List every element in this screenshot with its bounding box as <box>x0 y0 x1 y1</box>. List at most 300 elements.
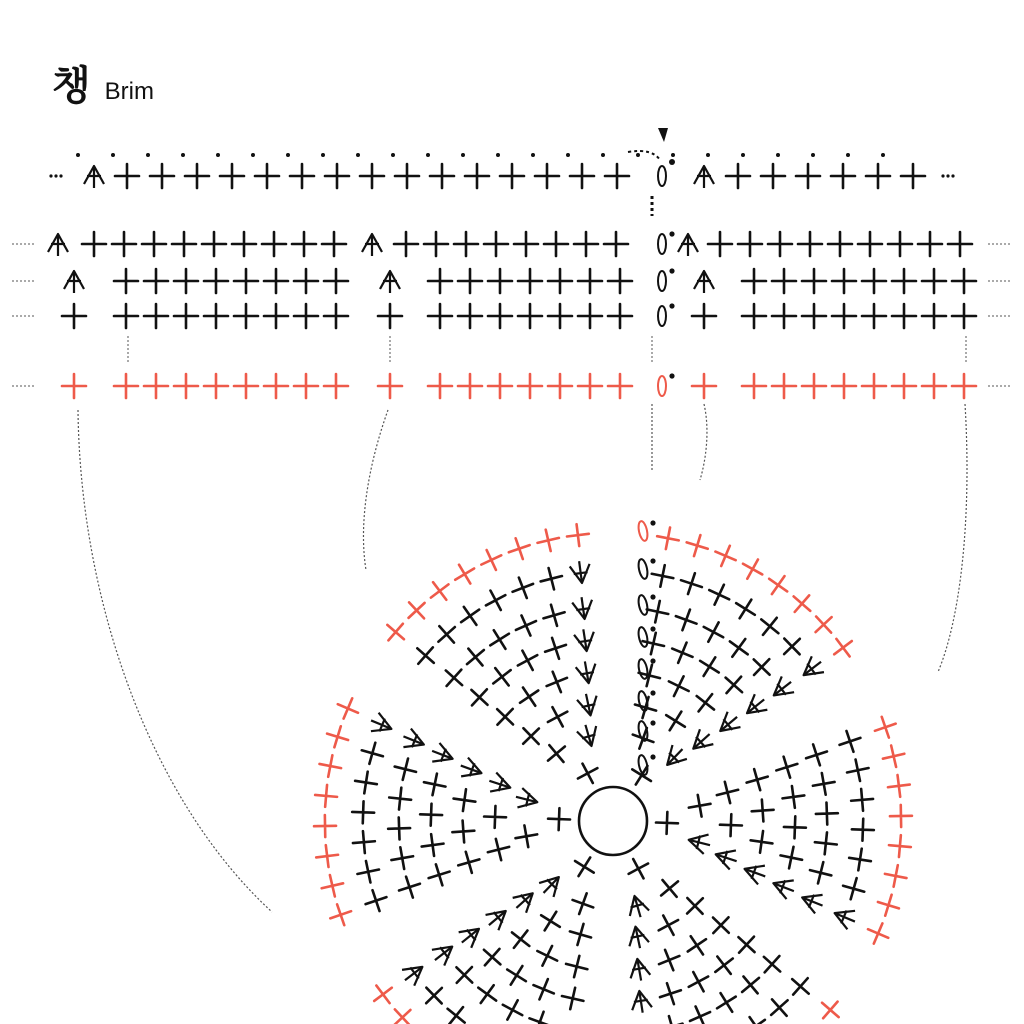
single-crochet-icon <box>892 374 916 398</box>
single-crochet-icon <box>535 164 559 188</box>
single-crochet-icon <box>114 269 138 293</box>
single-crochet-icon <box>749 829 774 854</box>
single-crochet-icon <box>892 269 916 293</box>
slip-stitch-icon <box>461 153 465 157</box>
chain-icon <box>637 626 649 647</box>
single-crochet-icon <box>455 601 486 632</box>
single-crochet-icon <box>875 891 902 918</box>
single-crochet-icon <box>115 164 139 188</box>
single-crochet-icon <box>850 788 874 812</box>
single-crochet-icon <box>862 269 886 293</box>
slip-stitch-icon <box>356 153 360 157</box>
title-english: Brim <box>104 78 154 105</box>
single-crochet-icon <box>655 525 681 551</box>
single-crochet-icon <box>815 802 838 825</box>
round-chart <box>314 520 912 1024</box>
single-crochet-icon <box>815 994 846 1024</box>
single-crochet-icon <box>294 374 318 398</box>
single-crochet-icon <box>664 671 693 700</box>
slip-stitch-icon <box>650 690 655 695</box>
slip-stitch-icon <box>650 754 655 759</box>
single-crochet-icon <box>487 661 518 692</box>
single-crochet-icon <box>450 559 480 589</box>
single-crochet-icon <box>714 779 741 806</box>
chain-icon <box>658 234 666 254</box>
single-crochet-icon <box>560 985 586 1011</box>
single-crochet-icon <box>477 942 508 973</box>
single-crochet-icon <box>828 632 859 663</box>
single-crochet-icon <box>814 831 838 855</box>
slip-stitch-icon <box>111 153 115 157</box>
single-crochet-icon <box>658 1013 685 1024</box>
single-crochet-icon <box>513 645 543 675</box>
slip-stitch-icon <box>650 626 655 631</box>
single-crochet-icon <box>742 269 766 293</box>
single-crochet-icon <box>477 545 506 574</box>
single-crochet-icon <box>811 771 836 796</box>
increase-icon <box>798 888 826 915</box>
single-crochet-icon <box>518 374 542 398</box>
single-crochet-icon <box>518 269 542 293</box>
single-crochet-icon <box>623 854 653 884</box>
decrease-icon <box>678 234 698 256</box>
single-crochet-icon <box>388 817 411 840</box>
single-crochet-icon <box>234 304 258 328</box>
single-crochet-icon <box>746 652 777 683</box>
chain-icon <box>637 690 649 711</box>
single-crochet-icon <box>880 743 906 769</box>
single-crochet-icon <box>515 721 546 752</box>
single-crochet-icon <box>807 859 834 886</box>
single-crochet-icon <box>756 949 787 980</box>
single-crochet-icon <box>533 941 562 970</box>
decrease-icon <box>362 234 382 256</box>
increase-icon <box>798 654 828 683</box>
single-crochet-icon <box>324 374 348 398</box>
single-crochet-icon <box>314 815 336 837</box>
slip-stitch-icon <box>706 153 710 157</box>
single-crochet-icon <box>772 304 796 328</box>
single-crochet-icon <box>570 164 594 188</box>
single-crochet-icon <box>742 304 766 328</box>
start-marker-icon <box>658 128 668 142</box>
single-crochet-icon <box>488 304 512 328</box>
single-crochet-icon <box>484 806 507 829</box>
single-crochet-icon <box>883 863 909 889</box>
single-crochet-icon <box>831 164 855 188</box>
single-crochet-icon <box>548 304 572 328</box>
single-crochet-icon <box>234 269 258 293</box>
single-crochet-icon <box>314 784 338 808</box>
single-crochet-icon <box>548 808 571 831</box>
single-crochet-icon <box>845 757 871 783</box>
single-crochet-icon <box>424 576 455 607</box>
single-crochet-icon <box>604 232 628 256</box>
single-crochet-icon <box>761 164 785 188</box>
increase-icon <box>686 830 712 855</box>
single-crochet-icon <box>114 304 138 328</box>
single-crochet-icon <box>355 859 381 885</box>
single-crochet-icon <box>751 799 774 822</box>
increase-icon <box>514 787 540 812</box>
continuation-icon <box>941 174 954 177</box>
single-crochet-icon <box>418 980 449 1011</box>
single-crochet-icon <box>738 232 762 256</box>
single-crochet-icon <box>548 374 572 398</box>
single-crochet-icon <box>401 595 432 626</box>
decrease-icon <box>64 271 84 293</box>
single-crochet-icon <box>952 269 976 293</box>
single-crochet-icon <box>458 269 482 293</box>
single-crochet-icon <box>315 844 340 869</box>
single-crochet-icon <box>396 873 424 901</box>
increase-icon <box>400 727 428 754</box>
single-crochet-icon <box>802 269 826 293</box>
single-crochet-icon <box>327 901 355 929</box>
single-crochet-icon <box>858 232 882 256</box>
single-crochet-icon <box>185 164 209 188</box>
slip-stitch-icon <box>601 153 605 157</box>
single-crochet-icon <box>535 527 561 553</box>
single-crochet-icon <box>772 374 796 398</box>
single-crochet-icon <box>683 532 710 559</box>
increase-icon <box>770 874 798 901</box>
single-crochet-icon <box>776 631 807 662</box>
single-crochet-icon <box>802 374 826 398</box>
single-crochet-icon <box>832 374 856 398</box>
single-crochet-icon <box>410 640 441 671</box>
single-crochet-icon <box>828 232 852 256</box>
single-crochet-icon <box>540 602 567 629</box>
increase-icon <box>629 989 652 1014</box>
single-crochet-icon <box>428 304 452 328</box>
chain-icon <box>637 594 649 615</box>
single-crochet-icon <box>204 269 228 293</box>
single-crochet-icon <box>319 873 345 899</box>
single-crochet-icon <box>764 992 795 1023</box>
flat-rows <box>12 128 1012 398</box>
single-crochet-icon <box>608 374 632 398</box>
chain-icon <box>658 271 666 291</box>
slip-stitch-icon <box>881 153 885 157</box>
single-crochet-icon <box>144 374 168 398</box>
single-crochet-icon <box>455 849 482 876</box>
single-crochet-icon <box>679 890 710 921</box>
slip-stitch-icon <box>531 153 535 157</box>
single-crochet-icon <box>890 805 912 827</box>
single-crochet-icon <box>518 304 542 328</box>
single-crochet-icon <box>864 919 893 948</box>
single-crochet-icon <box>644 599 670 625</box>
single-crochet-icon <box>781 785 806 810</box>
single-crochet-icon <box>511 611 540 640</box>
single-crochet-icon <box>541 738 572 769</box>
single-crochet-icon <box>678 570 706 598</box>
single-crochet-icon <box>684 967 714 997</box>
continuation-icon <box>49 174 62 177</box>
single-crochet-icon <box>687 793 712 818</box>
single-crochet-icon <box>888 834 912 858</box>
single-crochet-icon <box>204 304 228 328</box>
increase-icon <box>482 903 512 932</box>
slip-stitch-icon <box>650 658 655 663</box>
single-crochet-icon <box>425 861 453 889</box>
single-crochet-icon <box>796 164 820 188</box>
single-crochet-icon <box>657 980 685 1008</box>
single-crochet-icon <box>832 304 856 328</box>
slip-stitch-icon <box>846 153 850 157</box>
single-crochet-icon <box>420 833 445 858</box>
single-crochet-icon <box>548 269 572 293</box>
single-crochet-icon <box>441 1000 472 1024</box>
single-crochet-icon <box>866 164 890 188</box>
single-crochet-icon <box>172 232 196 256</box>
slip-stitch-icon <box>321 153 325 157</box>
decrease-icon <box>48 234 68 256</box>
single-crochet-icon <box>668 638 697 667</box>
increase-icon <box>625 893 650 920</box>
single-crochet-icon <box>773 753 801 781</box>
single-crochet-icon <box>264 374 288 398</box>
single-crochet-icon <box>887 774 912 799</box>
single-crochet-icon <box>723 633 754 664</box>
chain-icon <box>637 558 649 579</box>
single-crochet-icon <box>392 756 419 783</box>
single-crochet-icon <box>514 681 545 712</box>
single-crochet-icon <box>290 164 314 188</box>
single-crochet-icon <box>640 630 666 656</box>
single-crochet-icon <box>871 713 899 741</box>
single-crochet-icon <box>784 816 807 839</box>
single-crochet-icon <box>324 269 348 293</box>
single-crochet-icon <box>730 594 760 624</box>
single-crochet-icon <box>711 541 740 570</box>
decrease-icon <box>694 166 714 188</box>
increase-icon <box>831 904 859 931</box>
slip-stitch-icon <box>669 231 674 236</box>
single-crochet-icon <box>763 570 794 601</box>
single-crochet-icon <box>500 164 524 188</box>
single-crochet-icon <box>324 304 348 328</box>
slip-stitch-icon <box>671 153 675 157</box>
slip-stitch-icon <box>669 159 675 165</box>
single-crochet-icon <box>388 787 412 811</box>
single-crochet-icon <box>709 950 740 981</box>
slip-stitch-icon <box>391 153 395 157</box>
single-crochet-icon <box>744 766 771 793</box>
single-crochet-icon <box>655 946 684 975</box>
single-crochet-icon <box>144 269 168 293</box>
single-crochet-icon <box>705 580 734 609</box>
single-crochet-icon <box>656 812 679 835</box>
single-crochet-icon <box>803 741 831 769</box>
single-crochet-icon <box>699 617 729 647</box>
increase-icon <box>536 870 566 900</box>
single-crochet-icon <box>458 304 482 328</box>
single-crochet-icon <box>566 523 591 548</box>
decrease-icon <box>694 271 714 293</box>
single-crochet-icon <box>608 269 632 293</box>
single-crochet-icon <box>692 374 716 398</box>
single-crochet-icon <box>731 929 762 960</box>
single-crochet-icon <box>741 1011 772 1024</box>
single-crochet-icon <box>705 910 736 941</box>
single-crochet-icon <box>325 164 349 188</box>
single-crochet-icon <box>694 651 724 681</box>
slip-stitch-icon <box>496 153 500 157</box>
single-crochet-icon <box>851 818 874 841</box>
increase-icon <box>576 722 601 749</box>
single-crochet-icon <box>465 164 489 188</box>
slip-stitch-icon <box>650 520 655 525</box>
single-crochet-icon <box>836 727 864 755</box>
increase-icon <box>768 674 798 703</box>
slip-stitch-icon <box>146 153 150 157</box>
single-crochet-icon <box>378 374 402 398</box>
increase-icon <box>741 692 771 721</box>
single-crochet-icon <box>892 304 916 328</box>
single-crochet-icon <box>368 979 399 1010</box>
single-crochet-icon <box>786 588 817 619</box>
magic-ring-icon <box>579 787 647 855</box>
increase-icon <box>660 742 690 772</box>
single-crochet-icon <box>62 304 86 328</box>
increase-icon <box>576 692 600 718</box>
single-crochet-icon <box>543 702 573 732</box>
single-crochet-icon <box>294 304 318 328</box>
increase-icon <box>713 845 740 871</box>
single-crochet-icon <box>578 269 602 293</box>
single-crochet-icon <box>847 847 872 872</box>
single-crochet-icon <box>484 624 514 654</box>
single-crochet-icon <box>708 232 732 256</box>
single-crochet-icon <box>808 609 839 640</box>
increase-icon <box>457 756 485 782</box>
slip-stitch-icon <box>741 153 745 157</box>
single-crochet-icon <box>735 969 766 1000</box>
increase-icon <box>687 727 717 757</box>
single-crochet-icon <box>428 374 452 398</box>
single-crochet-icon <box>144 304 168 328</box>
increase-icon <box>572 596 595 621</box>
single-crochet-icon <box>174 304 198 328</box>
single-crochet-icon <box>952 304 976 328</box>
single-crochet-icon <box>505 535 533 563</box>
decrease-icon <box>84 166 104 188</box>
single-crochet-icon <box>798 232 822 256</box>
slip-stitch-icon <box>251 153 255 157</box>
single-crochet-icon <box>832 269 856 293</box>
single-crochet-icon <box>174 269 198 293</box>
single-crochet-icon <box>778 845 804 871</box>
title-korean: 챙 <box>52 63 91 109</box>
single-crochet-icon <box>452 788 477 813</box>
slip-stitch-icon <box>650 720 655 725</box>
single-crochet-icon <box>150 164 174 188</box>
single-crochet-icon <box>922 374 946 398</box>
single-crochet-icon <box>569 852 599 882</box>
slip-stitch-icon <box>286 153 290 157</box>
single-crochet-icon <box>952 374 976 398</box>
single-crochet-icon <box>862 304 886 328</box>
single-crochet-icon <box>567 921 594 948</box>
single-crochet-icon <box>490 701 521 732</box>
single-crochet-icon <box>509 574 537 602</box>
single-crochet-icon <box>660 706 690 736</box>
single-crochet-icon <box>452 820 475 843</box>
increase-icon <box>714 709 744 738</box>
increase-icon <box>741 859 769 885</box>
single-crochet-icon <box>505 924 536 955</box>
single-crochet-icon <box>563 953 590 980</box>
single-crochet-icon <box>738 554 768 584</box>
chain-icon <box>637 520 649 541</box>
single-crochet-icon <box>802 304 826 328</box>
chain-icon <box>637 658 649 679</box>
chain-icon <box>658 166 666 186</box>
single-crochet-icon <box>82 232 106 256</box>
single-crochet-icon <box>529 975 558 1004</box>
single-crochet-icon <box>573 758 603 788</box>
increase-icon <box>575 660 599 685</box>
single-crochet-icon <box>785 971 816 1002</box>
single-crochet-icon <box>220 164 244 188</box>
slip-stitch-icon <box>650 594 655 599</box>
single-crochet-icon <box>578 374 602 398</box>
single-crochet-icon <box>498 995 528 1024</box>
increase-icon <box>486 771 513 797</box>
single-crochet-icon <box>672 606 700 634</box>
single-crochet-icon <box>948 232 972 256</box>
single-crochet-icon <box>424 232 448 256</box>
single-crochet-icon <box>608 304 632 328</box>
increase-icon <box>456 921 486 950</box>
single-crochet-icon <box>378 304 402 328</box>
single-crochet-icon <box>352 801 375 824</box>
single-crochet-icon <box>629 724 657 752</box>
single-crochet-icon <box>742 374 766 398</box>
single-crochet-icon <box>359 740 386 767</box>
slip-stitch-icon <box>669 268 674 273</box>
single-crochet-icon <box>542 668 571 697</box>
single-crochet-icon <box>485 836 512 863</box>
single-crochet-icon <box>264 304 288 328</box>
single-crochet-icon <box>772 269 796 293</box>
single-crochet-icon <box>720 814 743 837</box>
single-crochet-icon <box>430 164 454 188</box>
single-crochet-icon <box>395 164 419 188</box>
single-crochet-icon <box>726 164 750 188</box>
increase-icon <box>429 939 459 968</box>
single-crochet-icon <box>449 959 480 990</box>
single-crochet-icon <box>264 269 288 293</box>
slip-stitch-icon <box>216 153 220 157</box>
single-crochet-icon <box>514 824 539 849</box>
increase-icon <box>367 711 395 738</box>
single-crochet-icon <box>718 669 749 700</box>
single-crochet-icon <box>654 873 685 904</box>
single-crochet-icon <box>262 232 286 256</box>
single-crochet-icon <box>514 232 538 256</box>
single-crochet-icon <box>501 960 531 990</box>
increase-icon <box>573 628 596 653</box>
single-crochet-icon <box>542 634 570 662</box>
single-crochet-icon <box>112 232 136 256</box>
increase-icon <box>510 886 540 916</box>
single-crochet-icon <box>686 1002 715 1024</box>
single-crochet-icon <box>922 269 946 293</box>
single-crochet-icon <box>840 875 867 902</box>
